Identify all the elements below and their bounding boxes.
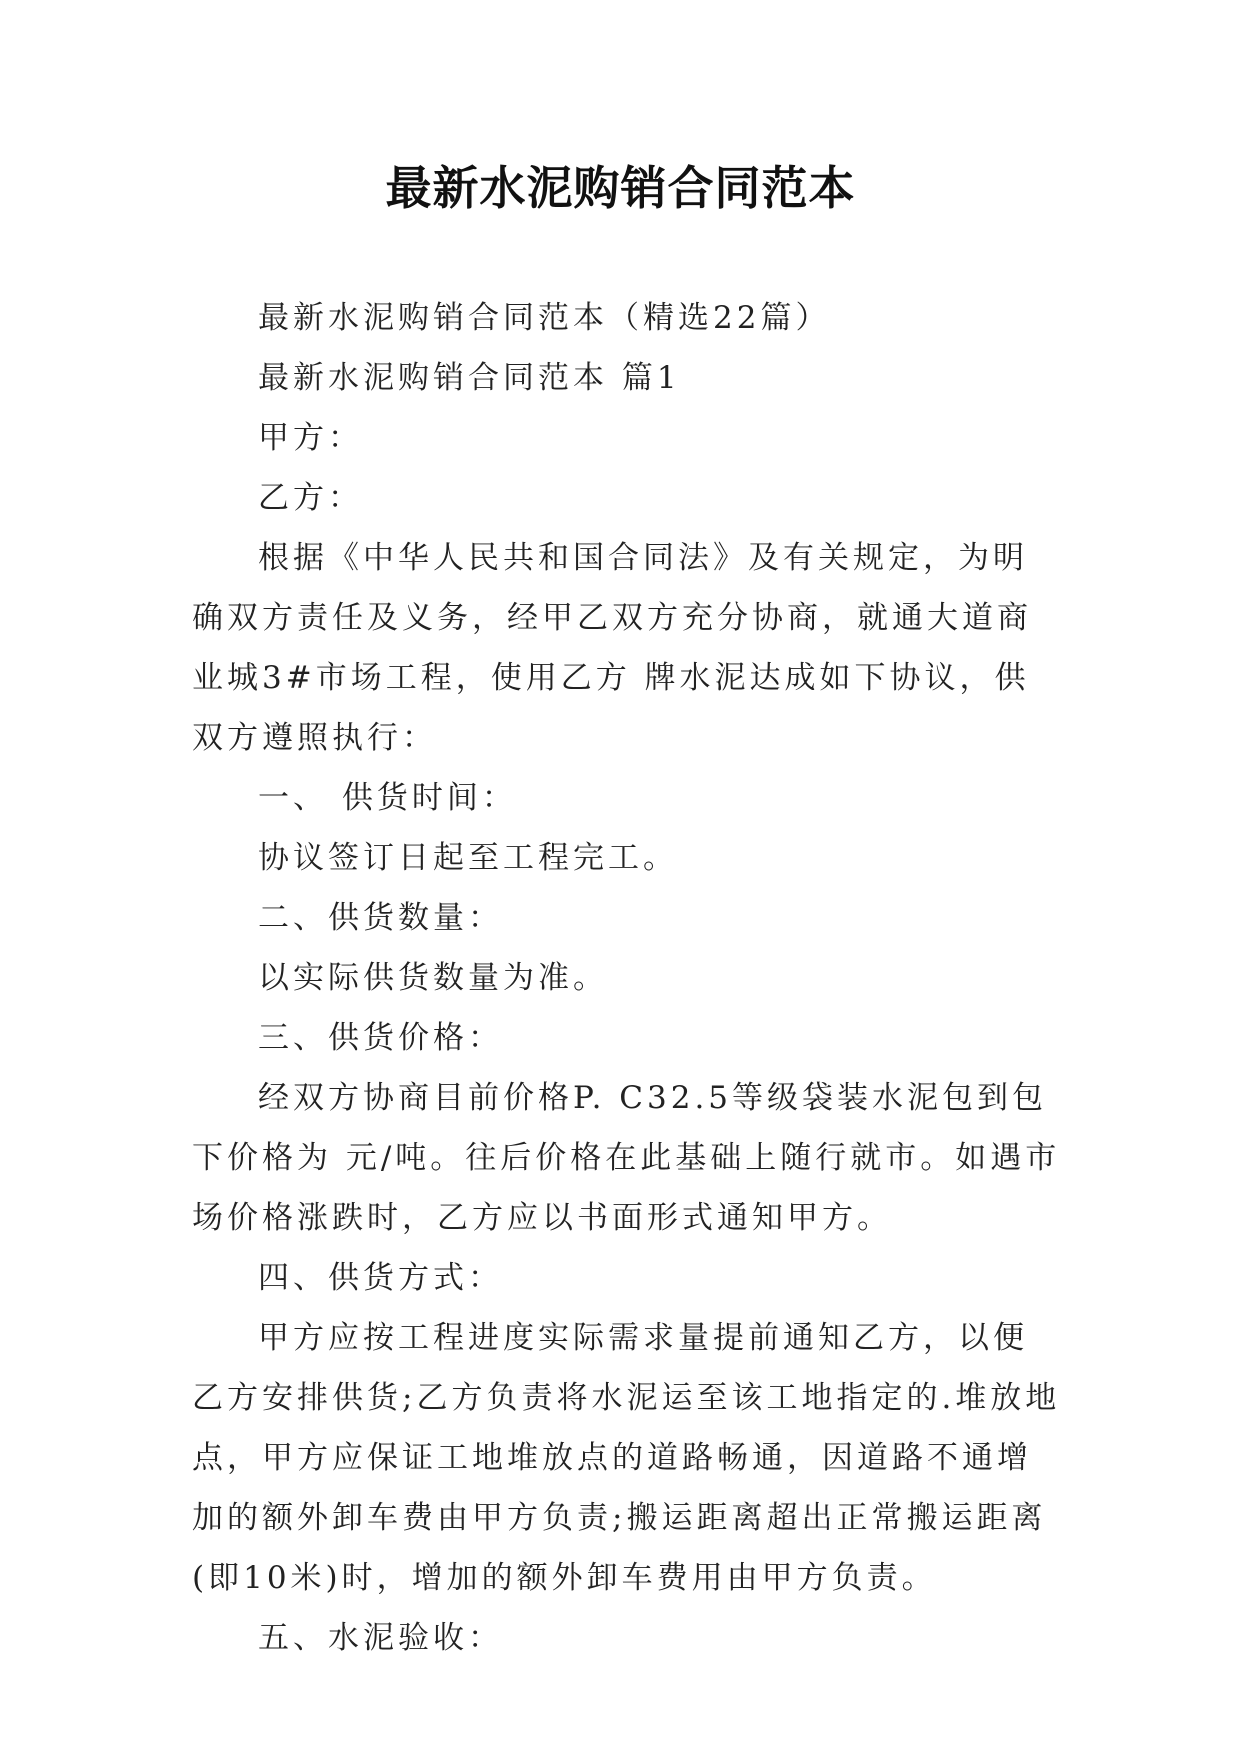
clause-heading-supply-quantity: 二、供货数量： (258, 900, 503, 936)
clause-heading-acceptance: 五、水泥验收： (258, 1620, 503, 1656)
clause-heading-supply-method: 四、供货方式： (258, 1260, 503, 1296)
document-title: 最新水泥购销合同范本 (385, 161, 856, 215)
clause-text-supply-time: 协议签订日起至工程完工。 (258, 840, 678, 876)
clause-heading-supply-price: 三、供货价格： (258, 1020, 503, 1056)
clause-heading-supply-time: 一、 供货时间： (258, 780, 517, 816)
paragraph-party-a: 甲方： (258, 420, 363, 456)
paragraph-section-heading: 最新水泥购销合同范本 篇1 (258, 360, 681, 396)
paragraph-preamble: 根据《中华人民共和国合同法》及有关规定，为明确双方责任及义务，经甲乙双方充分协商，就通大道商业城3#市场工程，使用乙方 牌水泥达成如下协议，供双方遵照执行： (192, 540, 1032, 756)
paragraph-subtitle: 最新水泥购销合同范本（精选22篇） (258, 300, 831, 336)
clause-text-supply-price: 经双方协商目前价格P. C32.5等级袋装水泥包到包下价格为 元/吨。往后价格在此基础上随行就市。如遇市场价格涨跌时，乙方应以书面形式通知甲方。 (192, 1080, 1061, 1236)
paragraph-party-b: 乙方： (258, 480, 363, 516)
clause-text-supply-method: 甲方应按工程进度实际需求量提前通知乙方，以便乙方安排供货;乙方负责将水泥运至该工地指定的.堆放地点，甲方应保证工地堆放点的道路畅通，因道路不通增加的额外卸车费由甲方负责;搬运距离超出正常搬运距离(即10米)时，增加的额外卸车费用由甲方负责。 (192, 1320, 1061, 1596)
clause-text-supply-quantity: 以实际供货数量为准。 (258, 960, 608, 996)
document-body (192, 288, 1062, 1668)
